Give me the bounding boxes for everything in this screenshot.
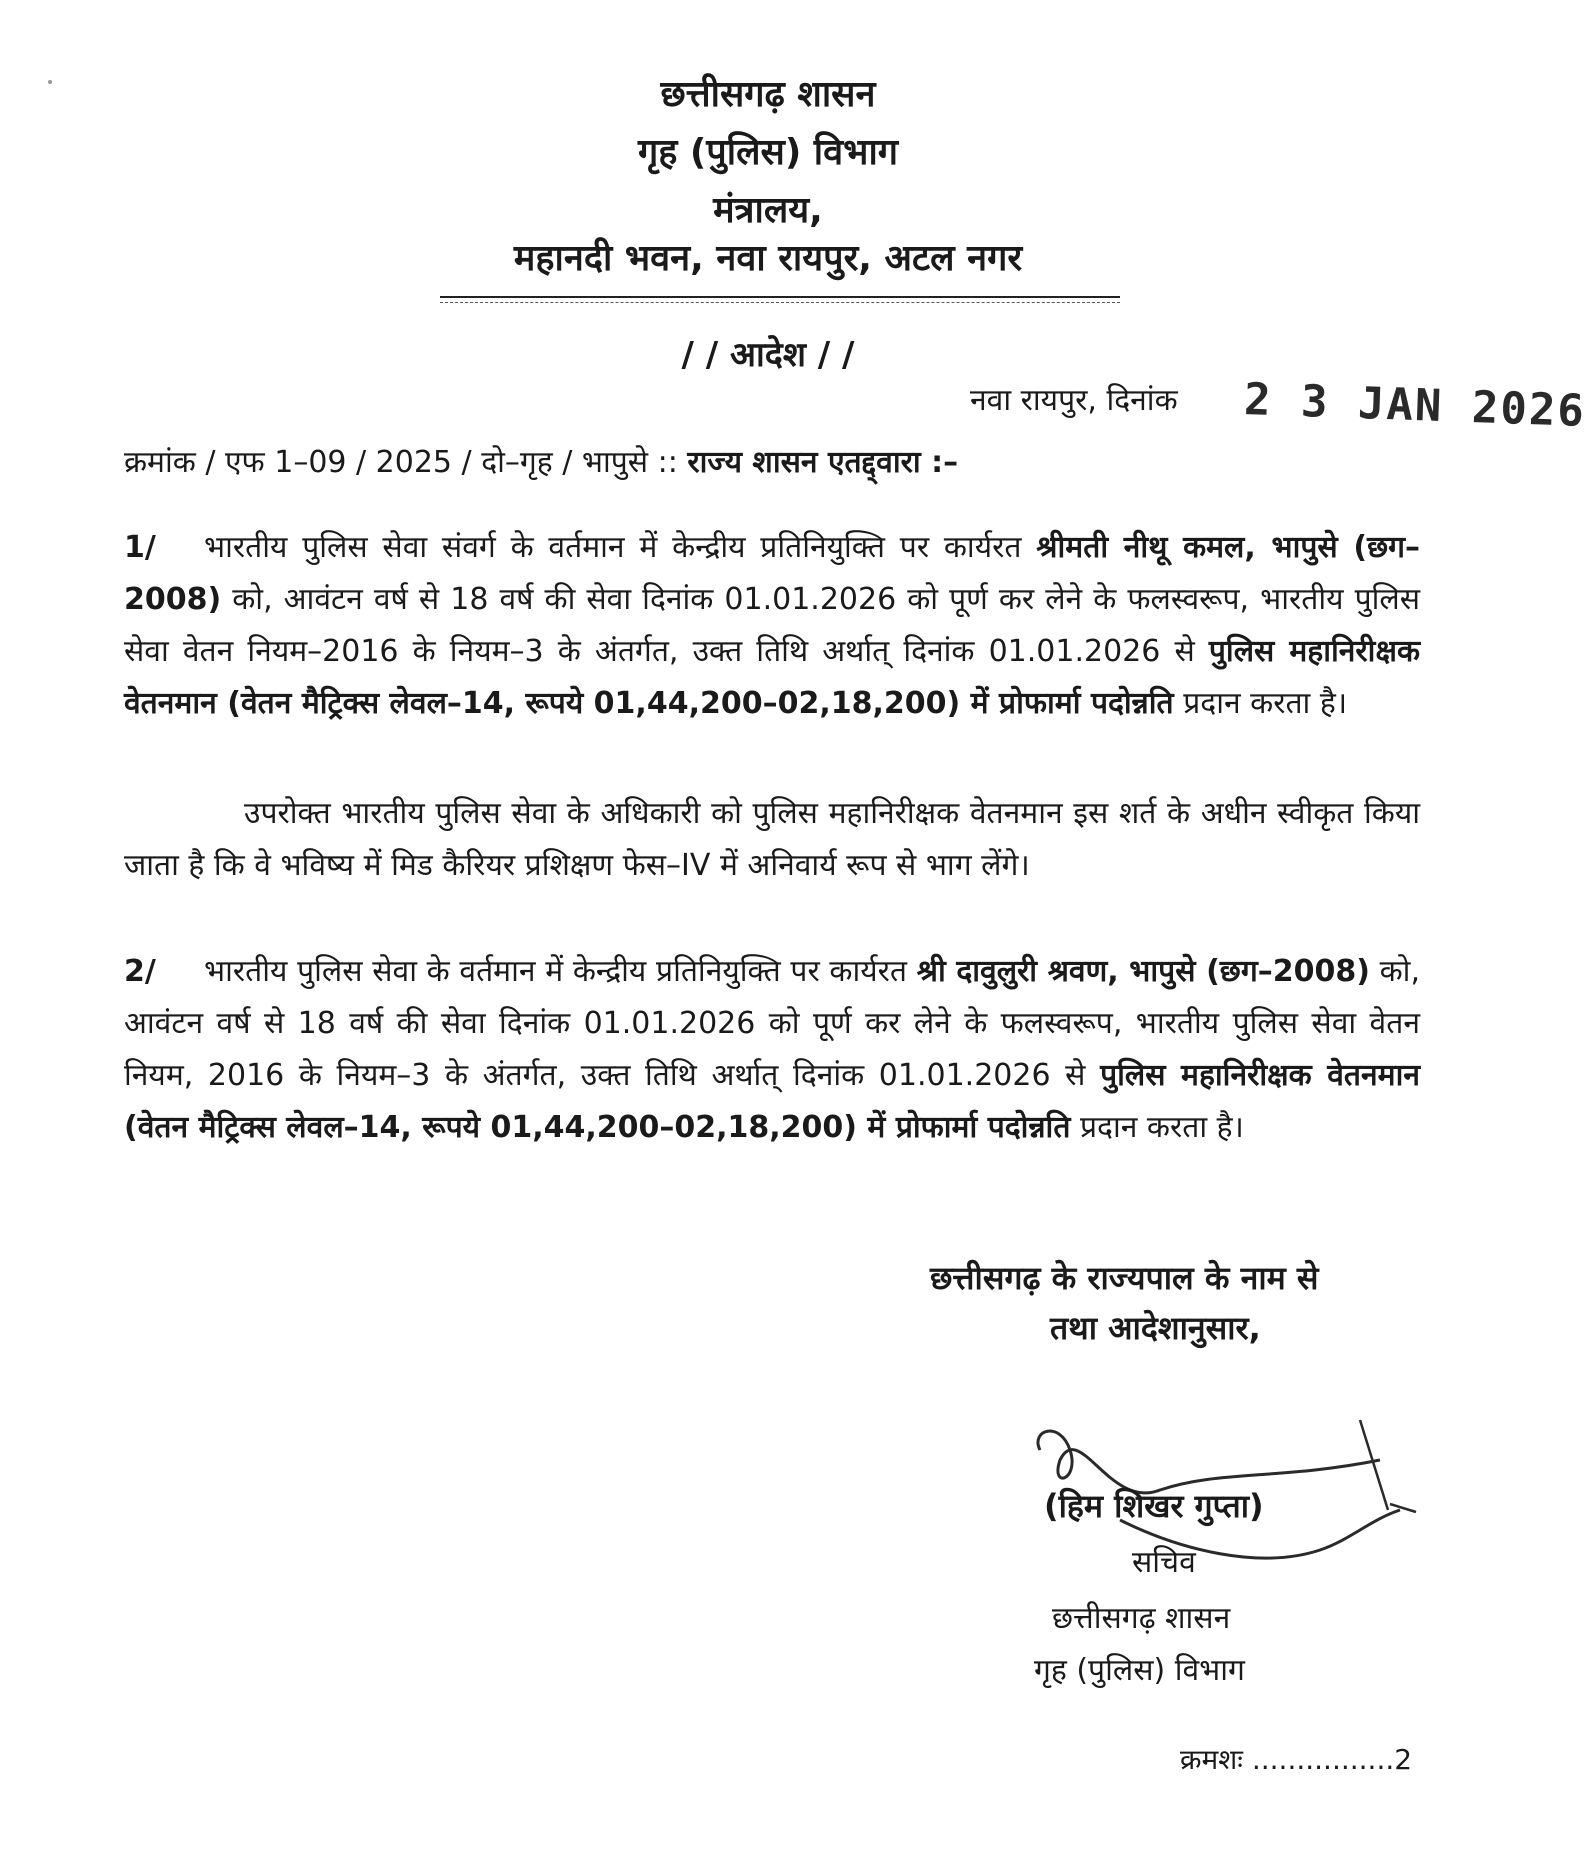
signatory-org-1: छत्तीसगढ़ शासन [1052,1601,1231,1636]
header-address: महानदी भवन, नवा रायपुर, अटल नगर [513,238,1023,279]
signatory-title: सचिव [1132,1545,1196,1580]
paragraph-1-officer: श्रीमती नीथू कमल, भापुसे (छग–2008) [124,530,1421,617]
header-rule [440,296,1120,298]
paragraph-2-number: 2/ [124,954,156,989]
date-stamp: 2 3 JAN 2026 [1243,374,1587,437]
paragraph-2-payscale: पुलिस महानिरीक्षक वेतनमान (वेतन मैट्रिक्स लेवल–14, रूपये 01,44,200–02,18,200) में प्रोफार्मा पदोन्नति [124,1058,1420,1145]
header-ministry: मंत्रालय, [713,190,823,231]
place-date-label: नवा रायपुर, दिनांक [970,383,1178,418]
paragraph-1-number: 1/ [124,530,156,565]
signatory-org-2: गृह (पुलिस) विभाग [1034,1653,1245,1688]
reference-number: क्रमांक / एफ 1–09 / 2025 / दो–गृह / भापुसे :: [124,445,678,480]
header-rule-dashed [440,302,1120,303]
paragraph-1-text-c: प्रदान करता है। [1173,686,1348,721]
paragraph-1-text-a: भारतीय पुलिस सेवा संवर्ग के वर्तमान में केन्द्रीय प्रतिनियुक्ति पर कार्यरत [204,530,1037,565]
closing-line-2: तथा आदेशानुसार, [1050,1309,1261,1347]
header-government: छत्तीसगढ़ शासन [660,74,876,115]
paragraph-1-condition: उपरोक्त भारतीय पुलिस सेवा के अधिकारी को पुलिस महानिरीक्षक वेतनमान इस शर्त के अधीन स्वीकृत किया जाता है कि वे भविष्य में मिड कैरियर प्रशिक्षण फेस–IV में अनिवार्य रूप से भाग लेंगे। [124,796,1420,883]
reference-line [124,440,958,481]
paragraph-1-payscale: पुलिस महानिरीक्षक वेतनमान (वेतन मैट्रिक्स लेवल–14, रूपये 01,44,200–02,18,200) में प्रोफार्मा पदोन्नति [124,634,1420,721]
paragraph-1-text-b: को, आवंटन वर्ष से 18 वर्ष की सेवा दिनांक 01.01.2026 को पूर्ण कर लेने के फलस्वरूप, भारतीय पुलिस सेवा वेतन नियम–2016 के नियम–3 के अंतर्गत, उक्त तिथि अर्थात् दिनांक 01.01.2026 से [124,582,1420,669]
order-title: / / आदेश / / [681,335,855,375]
paragraph-2-officer: श्री दावुलुरी श्रवण, भापुसे (छग–2008) [916,954,1370,989]
header-department: गृह (पुलिस) विभाग [637,132,899,173]
continued-marker: क्रमशः ................2 [1180,1743,1413,1776]
paragraph-2-text-b: को, आवंटन वर्ष से 18 वर्ष की सेवा दिनांक 01.01.2026 को पूर्ण कर लेने के फलस्वरूप, भारतीय पुलिस सेवा वेतन नियम, 2016 के नियम–3 के अंतर्गत, उक्त तिथि अर्थात् दिनांक 01.01.2026 से [124,954,1420,1093]
paragraph-1 [124,522,1420,730]
signatory-name: (हिम शिखर गुप्ता) [1044,1487,1264,1525]
reference-lead: राज्य शासन एतद्द्वारा :– [687,445,959,480]
paragraph-2-text-a: भारतीय पुलिस सेवा के वर्तमान में केन्द्रीय प्रतिनियुक्ति पर कार्यरत [204,954,917,989]
paragraph-2 [124,946,1420,1154]
paragraph-2-text-c: प्रदान करता है। [1070,1110,1244,1145]
closing-line-1: छत्तीसगढ़ के राज्यपाल के नाम से [930,1259,1319,1297]
